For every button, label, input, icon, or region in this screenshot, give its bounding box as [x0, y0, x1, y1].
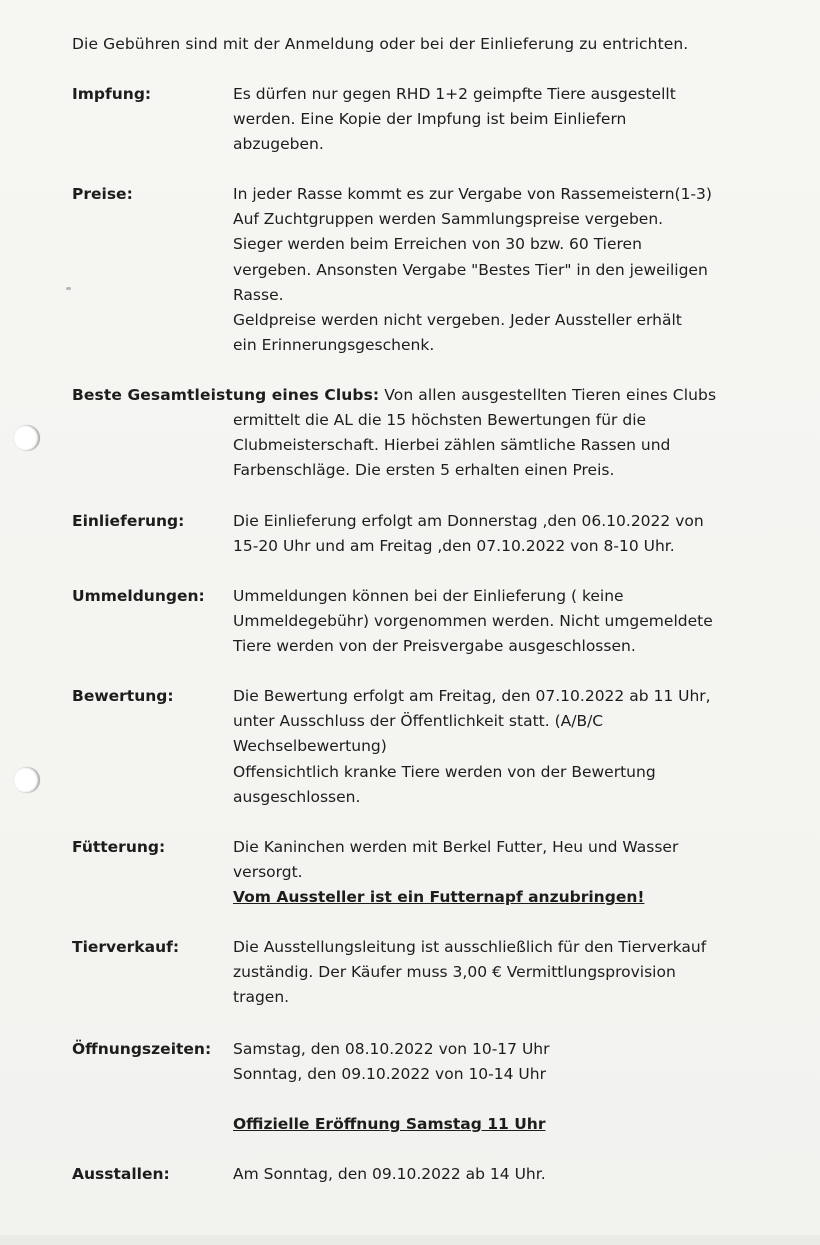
bewertung-line: ausgeschlossen. [233, 787, 361, 806]
preise-line: Geldpreise werden nicht vergeben. Jeder Aussteller erhält [233, 311, 682, 330]
oeffnungszeiten-note: Offizielle Eröffnung Samstag 11 Uhr [233, 1115, 546, 1133]
oeffnungszeiten-line: Samstag, den 08.10.2022 von 10-17 Uhr [233, 1040, 550, 1058]
ausstallen-body [233, 1162, 546, 1187]
fuetterung-line: versorgt. [233, 863, 303, 882]
preise-line: Sieger werden beim Erreichen von 30 bzw. 60 Tieren [233, 235, 642, 254]
ummeldungen-label: Ummeldungen: [72, 587, 205, 605]
einlieferung-body [233, 509, 704, 559]
bewertung-line: Wechselbewertung) [233, 737, 387, 756]
bewertung-body [233, 684, 711, 810]
bewertung-label: Bewertung: [72, 687, 174, 705]
fuetterung-note: Vom Aussteller ist ein Futternapf anzubringen! [233, 888, 645, 907]
tierverkauf-line: Die Ausstellungsleitung ist ausschließlich für den Tierverkauf [233, 938, 707, 956]
impfung-line: abzugeben. [233, 135, 324, 154]
impfung-line: Es dürfen nur gegen RHD 1+2 geimpfte Tiere ausgestellt [233, 85, 676, 103]
fuetterung-body [233, 835, 678, 911]
club-label: Beste Gesamtleistung eines Clubs: [72, 386, 380, 404]
intro-text: Die Gebühren sind mit der Anmeldung oder bei der Einlieferung zu entrichten. [72, 35, 689, 53]
tierverkauf-body [233, 935, 706, 1011]
ummeldungen-body [233, 584, 713, 660]
preise-line: In jeder Rasse kommt es zur Vergabe von Rassemeistern(1-3) [233, 185, 712, 203]
tierverkauf-line: zuständig. Der Käufer muss 3,00 € Vermittlungsprovision [233, 963, 676, 982]
fuetterung-line: Die Kaninchen werden mit Berkel Futter, Heu und Wasser [233, 838, 679, 856]
scan-speck [66, 287, 71, 290]
club-first-line [72, 383, 716, 408]
preise-body [233, 182, 712, 358]
ausstallen-label: Ausstallen: [72, 1165, 170, 1183]
bewertung-line: Offensichtlich kranke Tiere werden von der Bewertung [233, 762, 656, 781]
oeffnungszeiten-line: Sonntag, den 09.10.2022 von 10-14 Uhr [233, 1065, 546, 1084]
fuetterung-label: Fütterung: [72, 838, 166, 856]
tierverkauf-label: Tierverkauf: [72, 938, 180, 956]
punch-hole [14, 425, 40, 451]
preise-line: Auf Zuchtgruppen werden Sammlungspreise vergeben. [233, 210, 664, 229]
ummeldungen-line: Tiere werden von der Preisvergabe ausgeschlossen. [233, 637, 636, 656]
ausstallen-line: Am Sonntag, den 09.10.2022 ab 14 Uhr. [233, 1165, 546, 1183]
page-bottom-edge [0, 1235, 820, 1245]
einlieferung-line: Die Einlieferung erfolgt am Donnerstag ,den 06.10.2022 von [233, 512, 704, 530]
club-line: ermittelt die AL die 15 höchsten Bewertungen für die [233, 411, 647, 429]
tierverkauf-line: tragen. [233, 988, 290, 1007]
einlieferung-line: 15-20 Uhr und am Freitag ,den 07.10.2022 von 8-10 Uhr. [233, 537, 675, 556]
einlieferung-label: Einlieferung: [72, 512, 185, 530]
oeffnungszeiten-label: Öffnungszeiten: [72, 1040, 212, 1058]
club-line: Farbenschläge. Die ersten 5 erhalten einen Preis. [233, 461, 615, 480]
bewertung-line: Die Bewertung erfolgt am Freitag, den 07.10.2022 ab 11 Uhr, [233, 687, 711, 705]
bewertung-line: unter Ausschluss der Öffentlichkeit statt. (A/B/C [233, 712, 604, 731]
ummeldungen-line: Ummeldungen können bei der Einlieferung ( keine [233, 587, 624, 605]
preise-line: Rasse. [233, 285, 284, 304]
preise-line: ein Erinnerungsgeschenk. [233, 336, 435, 355]
ummeldungen-line: Ummeldegebühr) vorgenommen werden. Nicht umgemeldete [233, 612, 713, 631]
club-first-text: Von allen ausgestellten Tieren eines Clubs [384, 386, 717, 404]
impfung-label: Impfung: [72, 85, 152, 103]
club-line: Clubmeisterschaft. Hierbei zählen sämtliche Rassen und [233, 436, 671, 455]
punch-hole [14, 767, 40, 793]
preise-label: Preise: [72, 185, 133, 203]
club-body [233, 408, 670, 484]
impfung-body [233, 82, 676, 158]
preise-line: vergeben. Ansonsten Vergabe "Bestes Tier" in den jeweiligen [233, 260, 708, 279]
impfung-line: werden. Eine Kopie der Impfung ist beim Einliefern [233, 110, 627, 129]
oeffnungszeiten-body [233, 1037, 550, 1087]
